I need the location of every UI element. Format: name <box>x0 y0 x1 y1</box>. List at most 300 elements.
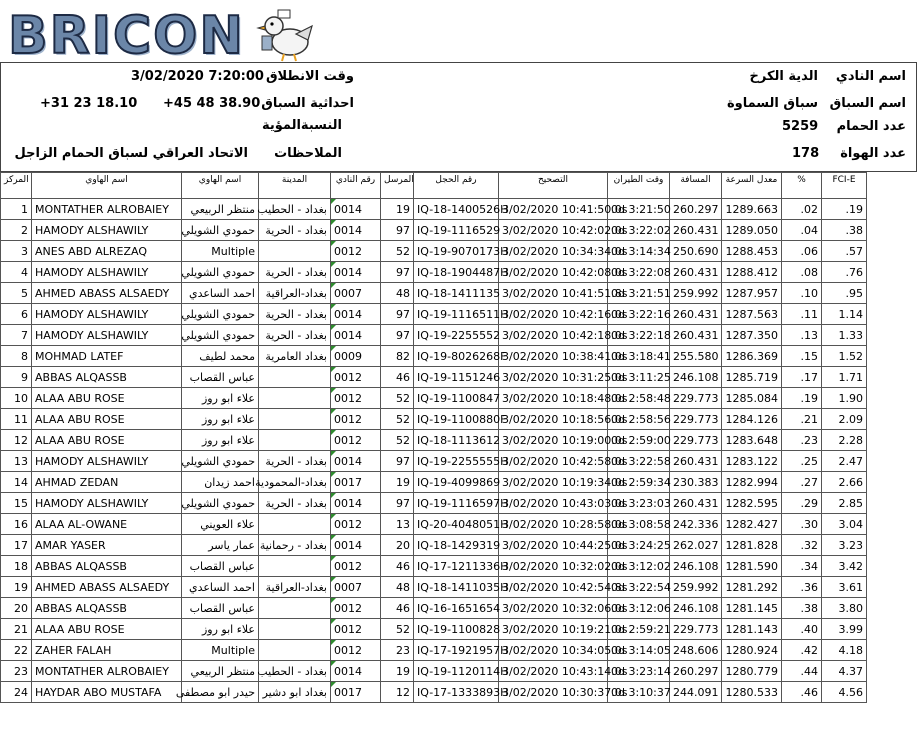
cell-flight-time: 0d 2:59:21 <box>608 619 670 640</box>
cell-distance: 260.431 <box>670 493 722 514</box>
col-header-city: المدينة <box>259 173 331 199</box>
cell-club-no: 0012 <box>331 430 381 451</box>
cell-percent: .21 <box>782 409 822 430</box>
cell-city: بغداد ابو دشير <box>259 682 331 703</box>
cell-flight-time: 0d 3:23:03 <box>608 493 670 514</box>
cell-city: بغداد-المحمودية <box>259 472 331 493</box>
table-row <box>1 304 867 325</box>
col-header-sent: المرسل <box>381 173 414 199</box>
cell-flight-time: 0d 3:24:25 <box>608 535 670 556</box>
table-row <box>1 346 867 367</box>
table-row <box>1 451 867 472</box>
cell-fancier-arabic: منتظر الربيعي <box>182 199 259 220</box>
cell-ring-no: IQ-17-1211336H <box>414 556 499 577</box>
cell-fci: 3.61 <box>822 577 867 598</box>
table-row <box>1 472 867 493</box>
cell-fci: 2.09 <box>822 409 867 430</box>
cell-sent: 97 <box>381 325 414 346</box>
col-header-fci: FCI-E <box>822 173 867 199</box>
race-label: اسم السباق <box>829 96 906 111</box>
cell-fci: 1.14 <box>822 304 867 325</box>
bricon-logo <box>8 4 308 64</box>
table-row <box>1 556 867 577</box>
fanciers-count-value: 178 <box>792 146 820 161</box>
cell-club-no: 0014 <box>331 304 381 325</box>
percent-label: النسبةالمؤية <box>261 118 342 133</box>
cell-city <box>259 640 331 661</box>
cell-percent: .30 <box>782 514 822 535</box>
cell-fancier-arabic: حيدر ابو مصطفى <box>182 682 259 703</box>
cell-percent: .13 <box>782 325 822 346</box>
cell-distance: 242.336 <box>670 514 722 535</box>
col-header-flight-time: وقت الطيران <box>608 173 670 199</box>
cell-fancier-arabic: Multiple <box>182 241 259 262</box>
table-row <box>1 283 867 304</box>
cell-corrected-time: 3/02/2020 10:32:02.0s <box>499 556 608 577</box>
cell-speed: 1283.648 <box>722 430 782 451</box>
cell-distance: 259.992 <box>670 577 722 598</box>
cell-club-no: 0014 <box>331 262 381 283</box>
cell-speed: 1289.050 <box>722 220 782 241</box>
cell-sent: 20 <box>381 535 414 556</box>
cell-club-no: 0012 <box>331 556 381 577</box>
cell-sent: 97 <box>381 493 414 514</box>
cell-corrected-time: 3/02/2020 10:38:41.0s <box>499 346 608 367</box>
cell-fci: .19 <box>822 199 867 220</box>
cell-sent: 82 <box>381 346 414 367</box>
cell-fancier-arabic: حمودي الشويلي <box>182 262 259 283</box>
cell-city <box>259 598 331 619</box>
cell-fci: 4.37 <box>822 661 867 682</box>
cell-ring-no: IQ-19-1116511H <box>414 304 499 325</box>
cell-flight-time: 0d 2:59:34 <box>608 472 670 493</box>
cell-percent: .27 <box>782 472 822 493</box>
cell-ring-no: IQ-16-1651654 <box>414 598 499 619</box>
cell-ring-no: IQ-19-1100847 <box>414 388 499 409</box>
cell-speed: 1285.084 <box>722 388 782 409</box>
cell-fancier-latin: MONTATHER ALROBAIEY <box>32 199 182 220</box>
cell-club-no: 0014 <box>331 199 381 220</box>
cell-distance: 255.580 <box>670 346 722 367</box>
cell-corrected-time: 3/02/2020 10:28:58.0s <box>499 514 608 535</box>
cell-corrected-time: 3/02/2020 10:42:16.0s <box>499 304 608 325</box>
cell-fci: 1.71 <box>822 367 867 388</box>
cell-speed: 1287.350 <box>722 325 782 346</box>
cell-corrected-time: 3/02/2020 10:43:14.0s <box>499 661 608 682</box>
cell-fancier-latin: HAMODY ALSHAWILY <box>32 451 182 472</box>
logo-text: BRICON <box>8 6 245 66</box>
cell-speed: 1283.122 <box>722 451 782 472</box>
cell-sent: 97 <box>381 262 414 283</box>
cell-distance: 246.108 <box>670 556 722 577</box>
cell-flight-time: 0d 3:22:02 <box>608 220 670 241</box>
cell-fci: 3.99 <box>822 619 867 640</box>
cell-fci: .38 <box>822 220 867 241</box>
cell-rank: 13 <box>1 451 32 472</box>
cell-percent: .34 <box>782 556 822 577</box>
cell-flight-time: 0d 3:22:18 <box>608 325 670 346</box>
col-header-ring-no: رقم الحجل <box>414 173 499 199</box>
cell-club-no: 0007 <box>331 577 381 598</box>
cell-rank: 2 <box>1 220 32 241</box>
col-header-speed: معدل السرعة <box>722 173 782 199</box>
table-row <box>1 409 867 430</box>
cell-fci: 1.90 <box>822 388 867 409</box>
col-header-rank: المركز <box>1 173 32 199</box>
cell-fancier-latin: HAMODY ALSHAWILY <box>32 493 182 514</box>
cell-distance: 260.431 <box>670 220 722 241</box>
cell-city: بغداد - الحرية <box>259 304 331 325</box>
cell-sent: 52 <box>381 241 414 262</box>
cell-fancier-arabic: حمودي الشويلي <box>182 325 259 346</box>
cell-speed: 1284.126 <box>722 409 782 430</box>
cell-speed: 1287.957 <box>722 283 782 304</box>
cell-flight-time: 0d 3:10:37 <box>608 682 670 703</box>
cell-speed: 1281.292 <box>722 577 782 598</box>
cell-corrected-time: 3/02/2020 10:18:56.0s <box>499 409 608 430</box>
cell-rank: 15 <box>1 493 32 514</box>
cell-fancier-latin: HAMODY ALSHAWILY <box>32 304 182 325</box>
cell-fancier-latin: AHMED ABASS ALSAEDY <box>32 283 182 304</box>
cell-percent: .15 <box>782 346 822 367</box>
cell-flight-time: 0d 3:11:25 <box>608 367 670 388</box>
cell-rank: 7 <box>1 325 32 346</box>
cell-fci: 2.66 <box>822 472 867 493</box>
pigeons-count-label: عدد الحمام <box>836 119 906 134</box>
cell-city <box>259 514 331 535</box>
cell-fci: 3.42 <box>822 556 867 577</box>
cell-city <box>259 619 331 640</box>
cell-flight-time: 0d 3:21:51 <box>608 283 670 304</box>
cell-rank: 12 <box>1 430 32 451</box>
cell-city: بغداد - الحرية <box>259 493 331 514</box>
cell-club-no: 0012 <box>331 388 381 409</box>
cell-corrected-time: 3/02/2020 10:19:00.0s <box>499 430 608 451</box>
cell-speed: 1280.779 <box>722 661 782 682</box>
cell-ring-no: IQ-17-1333893H <box>414 682 499 703</box>
col-header-corrected-time: التصحيح <box>499 173 608 199</box>
cell-distance: 262.027 <box>670 535 722 556</box>
cell-flight-time: 0d 2:58:48 <box>608 388 670 409</box>
coord-longitude: +45 48 38.90 <box>163 96 261 111</box>
cell-fancier-latin: AMAR YASER <box>32 535 182 556</box>
col-header-fancier-latin: اسم الهاوي <box>32 173 182 199</box>
cell-fancier-latin: AHMAD ZEDAN <box>32 472 182 493</box>
table-row <box>1 325 867 346</box>
cell-city: بغداد العامرية <box>259 346 331 367</box>
table-row <box>1 262 867 283</box>
cell-corrected-time: 3/02/2020 10:41:50.0s <box>499 199 608 220</box>
cell-flight-time: 0d 3:12:06 <box>608 598 670 619</box>
table-row <box>1 430 867 451</box>
table-row <box>1 367 867 388</box>
cell-ring-no: IQ-19-9070173H <box>414 241 499 262</box>
notes-value: الاتحاد العراقي لسباق الحمام الزاجل <box>14 146 248 161</box>
cell-corrected-time: 3/02/2020 10:30:37.0s <box>499 682 608 703</box>
pigeons-count-value: 5259 <box>782 119 819 134</box>
cell-ring-no: IQ-19-1120114H <box>414 661 499 682</box>
cell-fancier-arabic: حمودي الشويلي <box>182 304 259 325</box>
cell-ring-no: IQ-18-1904487H <box>414 262 499 283</box>
cell-percent: .32 <box>782 535 822 556</box>
cell-corrected-time: 3/02/2020 10:42:08.0s <box>499 262 608 283</box>
cell-distance: 260.431 <box>670 304 722 325</box>
cell-speed: 1288.453 <box>722 241 782 262</box>
cell-club-no: 0012 <box>331 619 381 640</box>
cell-fci: 3.80 <box>822 598 867 619</box>
cell-sent: 48 <box>381 283 414 304</box>
cell-fancier-arabic: منتظر الربيعي <box>182 661 259 682</box>
cell-city: بغداد - الحرية <box>259 262 331 283</box>
cell-fancier-arabic: علاء ابو روز <box>182 619 259 640</box>
cell-rank: 18 <box>1 556 32 577</box>
table-row <box>1 661 867 682</box>
cell-flight-time: 0d 3:22:16 <box>608 304 670 325</box>
cell-flight-time: 0d 3:08:58 <box>608 514 670 535</box>
cell-ring-no: IQ-19-1100880F <box>414 409 499 430</box>
cell-distance: 230.383 <box>670 472 722 493</box>
cell-club-no: 0014 <box>331 493 381 514</box>
results-table <box>0 172 867 703</box>
cell-fancier-arabic: احمد زيدان <box>182 472 259 493</box>
cell-city: بغداد-العراقية <box>259 577 331 598</box>
cell-fancier-arabic: حمودي الشويلي <box>182 220 259 241</box>
table-row <box>1 199 867 220</box>
cell-rank: 6 <box>1 304 32 325</box>
cell-city <box>259 241 331 262</box>
cell-percent: .10 <box>782 283 822 304</box>
cell-percent: .36 <box>782 577 822 598</box>
cell-rank: 5 <box>1 283 32 304</box>
table-row <box>1 640 867 661</box>
cell-flight-time: 0d 3:12:02 <box>608 556 670 577</box>
cell-sent: 97 <box>381 220 414 241</box>
cell-rank: 22 <box>1 640 32 661</box>
cell-fancier-latin: ALAA ABU ROSE <box>32 430 182 451</box>
cell-sent: 97 <box>381 304 414 325</box>
cell-flight-time: 0d 2:59:00 <box>608 430 670 451</box>
cell-corrected-time: 3/02/2020 10:19:21.0s <box>499 619 608 640</box>
cell-city: بغداد - رحمانية <box>259 535 331 556</box>
cell-rank: 10 <box>1 388 32 409</box>
cell-fancier-latin: ALAA ABU ROSE <box>32 409 182 430</box>
cell-rank: 17 <box>1 535 32 556</box>
cell-city: بغداد - الحرية <box>259 325 331 346</box>
cell-fancier-latin: MOHMAD LATEF <box>32 346 182 367</box>
cell-sent: 97 <box>381 451 414 472</box>
cell-fancier-arabic: عمار ياسر <box>182 535 259 556</box>
cell-fancier-latin: ABBAS ALQASSB <box>32 598 182 619</box>
race-value: سباق السماوة <box>726 96 818 111</box>
cell-fci: 1.52 <box>822 346 867 367</box>
cell-fancier-latin: ZAHER FALAH <box>32 640 182 661</box>
cell-speed: 1289.663 <box>722 199 782 220</box>
cell-corrected-time: 3/02/2020 10:42:18.0s <box>499 325 608 346</box>
cell-sent: 13 <box>381 514 414 535</box>
cell-fancier-arabic: علاء ابو روز <box>182 388 259 409</box>
cell-ring-no: IQ-17-1921957H <box>414 640 499 661</box>
cell-fancier-arabic: عباس القصاب <box>182 598 259 619</box>
cell-fci: 2.47 <box>822 451 867 472</box>
cell-ring-no: IQ-19-2255552 <box>414 325 499 346</box>
cell-city: بغداد - الحطيب <box>259 199 331 220</box>
cell-flight-time: 0d 3:14:05 <box>608 640 670 661</box>
cell-city: بغداد - الحرية <box>259 220 331 241</box>
cell-rank: 24 <box>1 682 32 703</box>
cell-corrected-time: 3/02/2020 10:31:25.0s <box>499 367 608 388</box>
cell-percent: .25 <box>782 451 822 472</box>
cell-corrected-time: 3/02/2020 10:18:48.0s <box>499 388 608 409</box>
table-row <box>1 535 867 556</box>
cell-percent: .17 <box>782 367 822 388</box>
cell-percent: .06 <box>782 241 822 262</box>
cell-speed: 1280.533 <box>722 682 782 703</box>
cell-percent: .46 <box>782 682 822 703</box>
cell-percent: .38 <box>782 598 822 619</box>
cell-club-no: 0017 <box>331 682 381 703</box>
cell-city: بغداد - الحرية <box>259 451 331 472</box>
cell-corrected-time: 3/02/2020 10:44:25.0s <box>499 535 608 556</box>
cell-rank: 23 <box>1 661 32 682</box>
cell-rank: 16 <box>1 514 32 535</box>
cell-sent: 52 <box>381 619 414 640</box>
cell-fancier-latin: HAMODY ALSHAWILY <box>32 262 182 283</box>
table-row <box>1 598 867 619</box>
cell-ring-no: IQ-19-2255555H <box>414 451 499 472</box>
table-row <box>1 388 867 409</box>
col-header-club-no: رقم النادي <box>331 173 381 199</box>
cell-club-no: 0012 <box>331 514 381 535</box>
cell-club-no: 0014 <box>331 220 381 241</box>
cell-sent: 12 <box>381 682 414 703</box>
cell-ring-no: IQ-18-1400526H <box>414 199 499 220</box>
cell-sent: 46 <box>381 556 414 577</box>
cell-distance: 229.773 <box>670 388 722 409</box>
cell-fancier-arabic: حمودي الشويلي <box>182 493 259 514</box>
cell-flight-time: 0d 3:18:41 <box>608 346 670 367</box>
cell-sent: 19 <box>381 199 414 220</box>
cell-rank: 19 <box>1 577 32 598</box>
cell-distance: 260.431 <box>670 262 722 283</box>
cell-fancier-latin: ALAA AL-OWANE <box>32 514 182 535</box>
club-label: اسم النادي <box>835 69 906 84</box>
cell-fancier-latin: MONTATHER ALROBAIEY <box>32 661 182 682</box>
cell-distance: 260.431 <box>670 451 722 472</box>
cell-sent: 19 <box>381 661 414 682</box>
table-row <box>1 514 867 535</box>
cell-fancier-arabic: عباس القصاب <box>182 367 259 388</box>
cell-fci: 1.33 <box>822 325 867 346</box>
cell-fci: .57 <box>822 241 867 262</box>
col-header-distance: المسافة <box>670 173 722 199</box>
start-time-label: وقت الانطلاق <box>265 69 354 84</box>
cell-distance: 260.297 <box>670 661 722 682</box>
cell-ring-no: IQ-19-1116529 <box>414 220 499 241</box>
cell-city <box>259 430 331 451</box>
cell-corrected-time: 3/02/2020 10:34:05.0s <box>499 640 608 661</box>
cell-city: بغداد - الحطيب <box>259 661 331 682</box>
cell-speed: 1281.145 <box>722 598 782 619</box>
cell-club-no: 0017 <box>331 472 381 493</box>
cell-corrected-time: 3/02/2020 10:34:34.0s <box>499 241 608 262</box>
cell-fci: .95 <box>822 283 867 304</box>
col-header-percent: % <box>782 173 822 199</box>
cell-distance: 246.108 <box>670 598 722 619</box>
cell-rank: 4 <box>1 262 32 283</box>
cell-club-no: 0012 <box>331 367 381 388</box>
cell-corrected-time: 3/02/2020 10:19:34.0s <box>499 472 608 493</box>
pigeon-mascot-icon <box>256 6 316 62</box>
cell-fancier-arabic: عباس القصاب <box>182 556 259 577</box>
cell-sent: 52 <box>381 388 414 409</box>
cell-sent: 48 <box>381 577 414 598</box>
cell-fancier-latin: AHMED ABASS ALSAEDY <box>32 577 182 598</box>
cell-speed: 1281.143 <box>722 619 782 640</box>
cell-corrected-time: 3/02/2020 10:42:54.8s <box>499 577 608 598</box>
cell-ring-no: IQ-19-1151246 <box>414 367 499 388</box>
cell-distance: 244.091 <box>670 682 722 703</box>
cell-speed: 1281.828 <box>722 535 782 556</box>
table-row <box>1 577 867 598</box>
cell-city <box>259 388 331 409</box>
cell-fancier-latin: ANES ABD ALREZAQ <box>32 241 182 262</box>
cell-sent: 52 <box>381 430 414 451</box>
cell-speed: 1285.719 <box>722 367 782 388</box>
cell-fci: 4.56 <box>822 682 867 703</box>
cell-fancier-arabic: حمودي الشويلي <box>182 451 259 472</box>
coords-label: احداثية السباق <box>261 96 354 111</box>
cell-corrected-time: 3/02/2020 10:42:58.0s <box>499 451 608 472</box>
cell-city <box>259 556 331 577</box>
cell-fancier-arabic: احمد الساعدي <box>182 577 259 598</box>
table-row <box>1 493 867 514</box>
cell-rank: 11 <box>1 409 32 430</box>
cell-fancier-latin: HAMODY ALSHAWILY <box>32 220 182 241</box>
cell-rank: 3 <box>1 241 32 262</box>
cell-rank: 14 <box>1 472 32 493</box>
cell-flight-time: 0d 3:21:50 <box>608 199 670 220</box>
cell-fancier-arabic: احمد الساعدي <box>182 283 259 304</box>
cell-percent: .02 <box>782 199 822 220</box>
table-row <box>1 619 867 640</box>
cell-flight-time: 0d 2:58:56 <box>608 409 670 430</box>
cell-fancier-latin: ABBAS ALQASSB <box>32 367 182 388</box>
cell-ring-no: IQ-19-8026268F <box>414 346 499 367</box>
cell-rank: 9 <box>1 367 32 388</box>
cell-ring-no: IQ-18-1429319 <box>414 535 499 556</box>
cell-rank: 20 <box>1 598 32 619</box>
coord-latitude: +31 23 18.10 <box>40 96 138 111</box>
cell-club-no: 0014 <box>331 325 381 346</box>
cell-ring-no: IQ-19-1116597H <box>414 493 499 514</box>
cell-fancier-arabic: علاء العويني <box>182 514 259 535</box>
cell-speed: 1282.427 <box>722 514 782 535</box>
cell-rank: 1 <box>1 199 32 220</box>
cell-fancier-arabic: محمد لطيف <box>182 346 259 367</box>
cell-fci: .76 <box>822 262 867 283</box>
cell-ring-no: IQ-18-1411135 <box>414 283 499 304</box>
cell-corrected-time: 3/02/2020 10:43:03.0s <box>499 493 608 514</box>
cell-club-no: 0012 <box>331 241 381 262</box>
cell-fancier-latin: HAYDAR ABO MUSTAFA <box>32 682 182 703</box>
table-row <box>1 220 867 241</box>
cell-speed: 1280.924 <box>722 640 782 661</box>
cell-rank: 8 <box>1 346 32 367</box>
cell-fancier-latin: HAMODY ALSHAWILY <box>32 325 182 346</box>
cell-ring-no: IQ-20-4048051H <box>414 514 499 535</box>
cell-speed: 1287.563 <box>722 304 782 325</box>
table-row <box>1 241 867 262</box>
